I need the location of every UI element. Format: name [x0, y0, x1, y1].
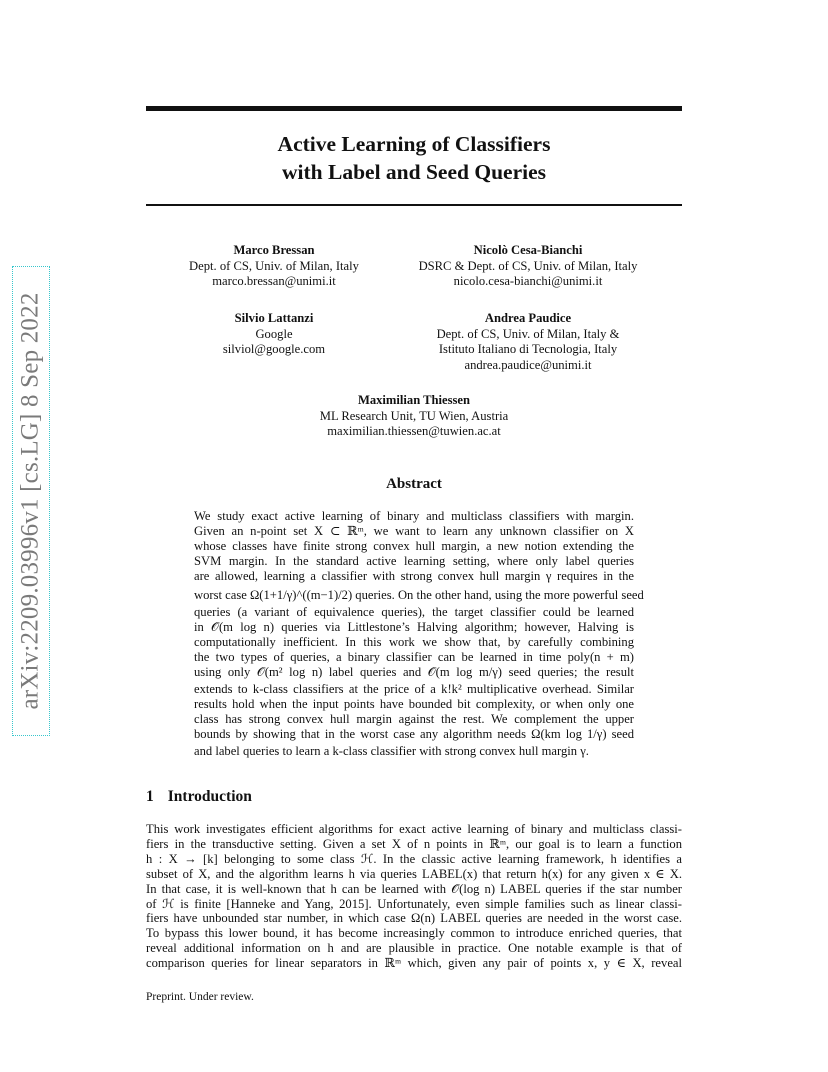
author-block-3 [174, 311, 374, 358]
abstract-line: worst case Ω(1+1/γ)^((m−1)/2) queries. On the other hand, using the more powerful seed [194, 587, 644, 602]
author-affiliation: DSRC & Dept. of CS, Univ. of Milan, Italy [418, 258, 638, 273]
intro-line: h : X → [k] belonging to some class ℋ. In the classic active learning framework, h identifies a [146, 851, 682, 866]
abstract-line: and label queries to learn a k-class classifier with strong convex hull margin γ. [194, 743, 589, 758]
abstract-line: SVM margin. In the standard active learning setting, where only label queries [194, 553, 634, 568]
author-name: Silvio Lattanzi [234, 311, 314, 325]
intro-line: fiers have unbounded star number, in which case Ω(n) LABEL queries are needed in the worst case. [146, 911, 682, 926]
author-affiliation: Google [255, 326, 293, 341]
abstract-line: are allowed, learning a classifier with strong convex hull margin γ requires in the [194, 568, 634, 583]
author-affiliation-2: Istituto Italiano di Tecnologia, Italy [438, 342, 618, 356]
section-title: Introduction [167, 788, 252, 805]
intro-line: subset of X, and the algorithm learns h via queries LABEL(x) that return h(x) for any given x ∈ X. [146, 866, 682, 881]
intro-line: comparison queries for linear separators in ℝᵐ which, given any pair of points x, y ∈ X, reveal [146, 956, 682, 971]
section-heading [146, 788, 252, 806]
abstract-line: computationally inefficient. In this work we show that, by carefully combining [194, 635, 634, 650]
abstract-line: We study exact active learning of binary and multiclass classifiers with margin. [194, 509, 634, 523]
abstract-line: queries (a variant of equivalence queries), the target classifier could be learned [194, 605, 634, 620]
abstract-line: Given an n-point set X ⊂ ℝᵐ, we want to learn any unknown classifier on X [194, 523, 634, 538]
author-email: marco.bressan@unimi.it [212, 274, 336, 288]
abstract-line: the two types of queries, a binary classifier can be learned in time poly(n + m) [194, 650, 634, 665]
abstract-line: bounds by showing that in the worst case any algorithm needs Ω(km log 1/γ) seed [194, 726, 634, 741]
author-name: Marco Bressan [233, 243, 315, 257]
abstract-line: extends to k-class classifiers at the price of a k!k² multiplicative overhead. Similar [194, 681, 634, 696]
abstract-line: whose classes have finite strong convex hull margin, a new notion extending the [194, 538, 634, 553]
author-name: Andrea Paudice [484, 311, 572, 325]
abstract-body [194, 509, 644, 759]
title-bottom-rule [146, 204, 682, 206]
abstract-heading: Abstract [386, 476, 442, 492]
author-block-5 [264, 393, 564, 440]
author-block-2 [400, 243, 656, 290]
intro-line: In that case, it is well-known that h can be learned with 𝒪(log n) LABEL queries if the star number [146, 881, 682, 896]
title-line-2: with Label and Seed Queries [282, 160, 546, 184]
author-email: nicolo.cesa-bianchi@unimi.it [453, 274, 603, 288]
paper-title [146, 130, 682, 186]
author-email: silviol@google.com [222, 342, 326, 356]
introduction-body [146, 822, 682, 971]
arxiv-stamp-text: arXiv:2209.03996v1 [cs.LG] 8 Sep 2022 [17, 292, 45, 710]
intro-line: To bypass this lower bound, it has become increasingly common to introduce enriched queries, that [146, 926, 682, 941]
author-block-4 [400, 311, 656, 373]
arxiv-stamp [2, 266, 60, 736]
title-line-1: Active Learning of Classifiers [277, 132, 551, 156]
abstract-line: results hold when the input points have bounded bit complexity, or when only one [194, 696, 634, 711]
intro-line: This work investigates efficient algorithms for exact active learning of binary and multiclass classi- [146, 822, 682, 836]
author-email: andrea.paudice@unimi.it [464, 357, 592, 372]
intro-line-with-citation[interactable]: of ℋ is finite [Hanneke and Yang, 2015]. Unfortunately, even simple families such as linear classi- [146, 896, 682, 911]
author-affiliation: Dept. of CS, Univ. of Milan, Italy & [436, 326, 620, 341]
abstract-line: using only 𝒪(m² log n) label queries and 𝒪(m log m/γ) seed queries; the result [194, 665, 634, 680]
author-name: Nicolò Cesa-Bianchi [473, 243, 583, 257]
author-affiliation: ML Research Unit, TU Wien, Austria [319, 408, 509, 423]
author-block-1 [174, 243, 374, 290]
title-top-rule [146, 106, 682, 111]
footer-note: Preprint. Under review. [146, 991, 254, 1003]
abstract-line: class has strong convex hull margin against the rest. We complement the upper [194, 711, 634, 726]
author-affiliation: Dept. of CS, Univ. of Milan, Italy [189, 258, 359, 273]
author-name: Maximilian Thiessen [357, 393, 471, 407]
intro-line: reveal additional information on h and are plausible in practice. One notable example is that of [146, 941, 682, 956]
intro-line: fiers in the transductive setting. Given a set X of n points in ℝᵐ, our goal is to learn a function [146, 836, 682, 851]
abstract-line: in 𝒪(m log n) queries via Littlestone’s Halving algorithm; however, Halving is [194, 620, 634, 635]
author-email: maximilian.thiessen@tuwien.ac.at [327, 424, 501, 438]
section-number: 1 [146, 788, 154, 805]
